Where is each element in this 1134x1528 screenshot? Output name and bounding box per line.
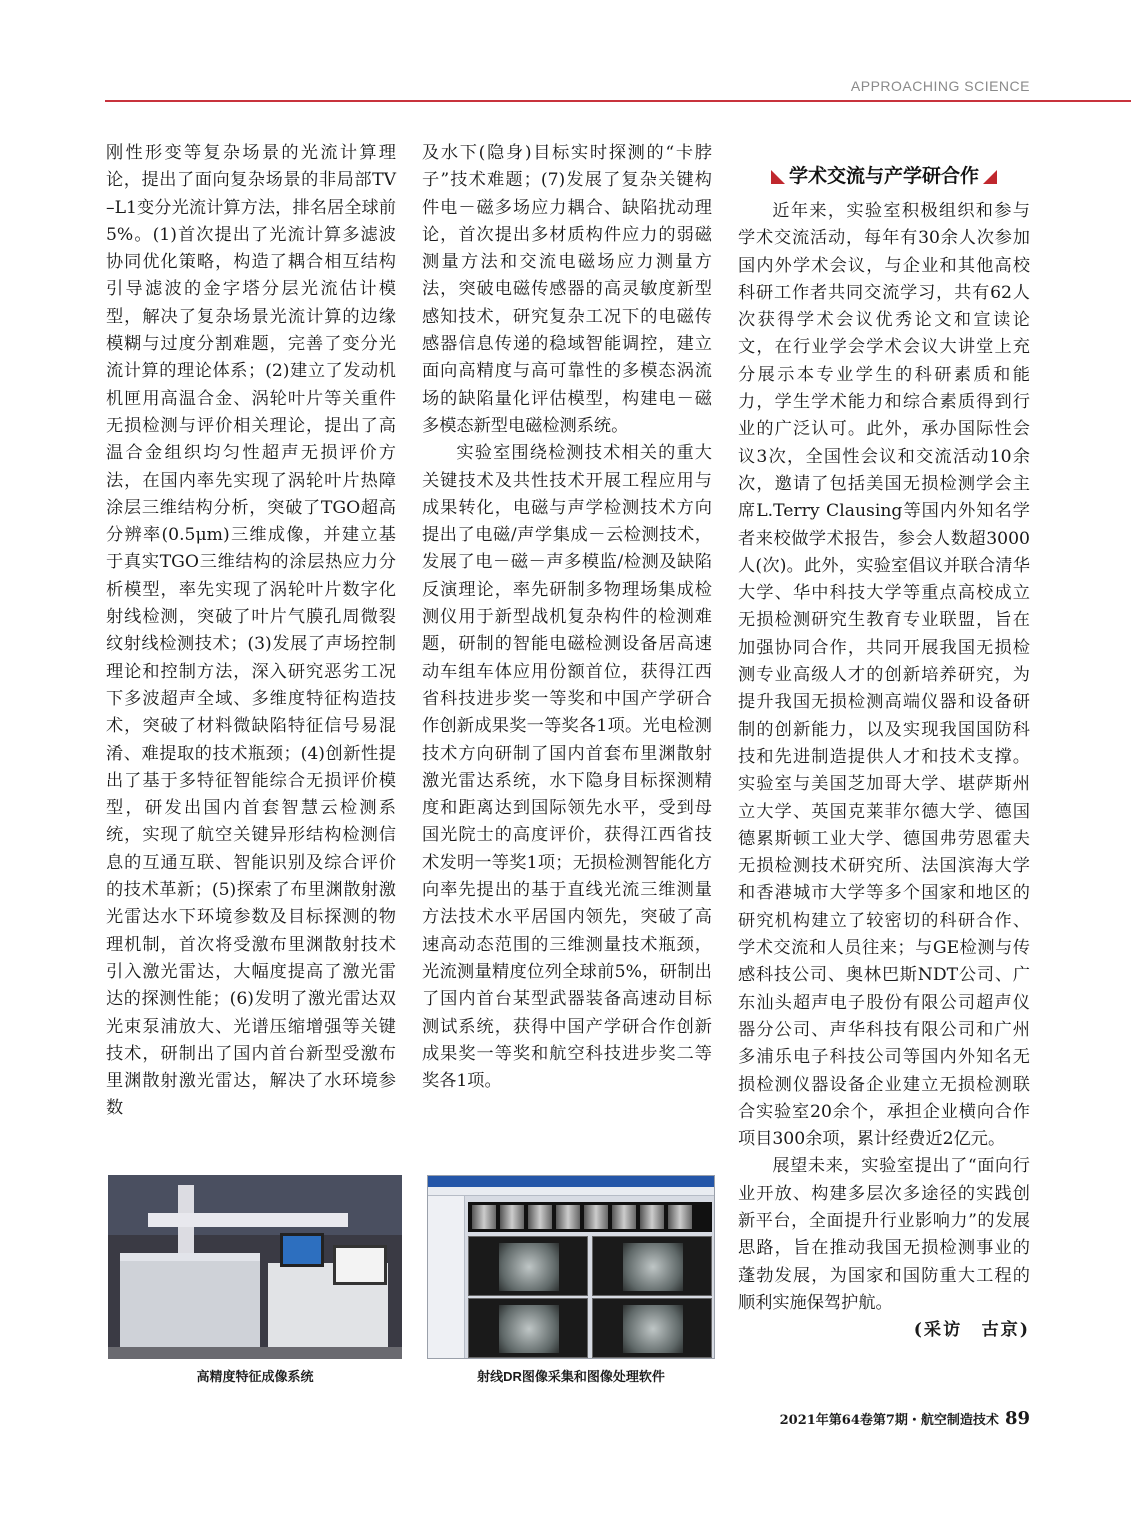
issue-info: 2021年第64卷第7期・航空制造技术 — [779, 1413, 999, 1428]
body-paragraph: 及水下(隐身)目标实时探测的“卡脖子”技术难题；(7)发展了复杂关键构件电－磁多场应力耦合、缺陷扰动理论，首次提出多材质构件应力的弱磁测量方法和交流电磁场应力测量方法，突破电磁传感器的高灵敏度新型感知技术，研究复杂工况下的电磁传感器信息传递的稳域智能调控，建立面向高精度与高可靠性的多模态涡流场的缺陷量化评估模型，构建电－磁多模态新型电磁检测系统。 — [422, 143, 712, 436]
column-left — [106, 140, 396, 1123]
image-panel — [468, 1236, 588, 1296]
body-paragraph: 刚性形变等复杂场景的光流计算理论，提出了面向复杂场景的非局部TV–L1变分光流计算方法，排名居全球前5%。(1)首次提出了光流计算多滤波协同优化策略，构造了耦合相互结构引导滤波的金字塔分层光流估计模型，解决了复杂场景光流计算的边缘模糊与过度分割难题，完善了变分光流计算的理论体系；(2)建立了发动机机匣用高温合金、涡轮叶片等关重件无损检测与评价相关理论，提出了高温合金组织均匀性超声无损评价方法，在国内率先实现了涡轮叶片热障涂层三维结构分析，突破了TGO超高分辨率(0.5μm)三维成像，并建立基于真实TGO三维结构的涂层热应力分析模型，率先实现了涡轮叶片数字化射线检测，突破了叶片气膜孔周微裂纹射线检测技术；(3)发展了声场控制理论和控制方法，深入研究恶劣工况下多波超声全域、多维度特征构造技术，突破了材料微缺陷特征信号易混淆、难提取的技术瓶颈；(4)创新性提出了基于多特征智能综合无损评价模型，研发出国内首套智慧云检测系统，实现了航空关键异形结构检测信息的互通互联、智能识别及综合评价的技术革新；(5)探索了布里渊散射激光雷达水下环境参数及目标探测的物理机制，首次将受激布里渊散射技术引入激光雷达，大幅度提高了激光雷达的探测性能；(6)发明了激光雷达双光束泵浦放大、光谱压缩增强等关键技术，研制出了国内首台新型受激布里渊散射激光雷达，解决了水环境参数 — [106, 143, 396, 1119]
thumbnail-strip — [468, 1202, 712, 1232]
image-panel — [592, 1236, 712, 1296]
figure-caption: 高精度特征成像系统 — [196, 1369, 314, 1384]
interview-signoff: (采访 古京) — [913, 1320, 1030, 1341]
figure-caption: 射线DR图像采集和图像处理软件 — [477, 1369, 665, 1384]
dr-software-screenshot — [427, 1175, 715, 1359]
body-paragraph: 实验室围绕检测技术相关的重大关键技术及共性技术开展工程应用与成果转化，电磁与声学检测技术方向提出了电磁/声学集成－云检测技术，发展了电－磁－声多模监/检测及缺陷反演理论，率先研制多物理场集成检测仪用于新型战机复杂构件的检测难题，研制的智能电磁检测设备居高速动车组车体应用份额首位，获得江西省科技进步奖一等奖和中国产学研合作创新成果奖一等奖各1项。光电检测技术方向研制了国内首套布里渊散射激光雷达系统，水下隐身目标探测精度和距离达到国际领先水平，受到母国光院士的高度评价，获得江西省技术发明一等奖1项；无损检测智能化方向率先提出的基于直线光流三维测量方法技术水平居国内领先，突破了高速高动态范围的三维测量技术瓶颈，光流测量精度位列全球前5%，研制出了国内首台某型武器装备高速动目标测试系统，获得中国产学研合作创新成果奖一等奖和航空科技进步奖二等奖各1项。 — [422, 443, 712, 1092]
column-middle — [422, 140, 712, 1095]
image-panel — [592, 1298, 712, 1358]
section-heading — [738, 162, 1030, 192]
column-right — [738, 140, 1030, 1344]
imaging-system-photo — [108, 1175, 402, 1359]
running-header: APPROACHING SCIENCE — [850, 78, 1030, 94]
triangle-right-icon — [983, 170, 997, 184]
page-footer — [620, 1408, 1030, 1429]
page-number: 89 — [1004, 1408, 1030, 1429]
triangle-left-icon — [771, 170, 785, 184]
image-panel — [468, 1298, 588, 1358]
body-paragraph: 展望未来，实验室提出了“面向行业开放、构建多层次多途径的实践创新平台，全面提升行业影响力”的发展思路，旨在推动我国无损检测事业的蓬勃发展，为国家和国防重大工程的顺利实施保驾护航。 — [738, 1156, 1030, 1313]
section-heading-text: 学术交流与产学研合作 — [788, 166, 979, 188]
body-paragraph: 近年来，实验室积极组织和参与学术交流活动，每年有30余人次参加国内外学术会议，与企业和其他高校科研工作者共同交流学习，共有62人次获得学术会议优秀论文和宣读论文，在行业学会学术会议大讲堂上充分展示本专业学生的科研素质和能力，学生学术能力和综合素质得到行业的广泛认可。此外，承办国际性会议3次，全国性会议和交流活动10余次，邀请了包括美国无损检测学会主席L.Terry Clausing等国内外知名学者来校做学术报告，参会人数超3000人(次)。此外，实验室倡议并联合清华大学、华中科技大学等重点高校成立无损检测研究生教育专业联盟，旨在加强协同合作，共同开展我国无损检测专业高级人才的创新培养研究，为提升我国无损检测高端仪器和设备研制的创新能力，以及实现我国国防科技和先进制造提供人才和技术支撑。实验室与美国芝加哥大学、堪萨斯州立大学、英国克莱菲尔德大学、德国德累斯顿工业大学、德国弗劳恩霍夫无损检测技术研究所、法国滨海大学和香港城市大学等多个国家和地区的研究机构建立了较密切的科研合作、学术交流和人员往来；与GE检测与传感科技公司、奥林巴斯NDT公司、广东汕头超声电子股份有限公司超声仪器分公司、声华科技有限公司和广州多浦乐电子科技公司等国内外知名无损检测仪器设备企业建立无损检测联合实验室20余个，承担企业横向合作项目300余项，累计经费近2亿元。 — [738, 201, 1030, 1150]
header-rule — [105, 100, 1131, 102]
